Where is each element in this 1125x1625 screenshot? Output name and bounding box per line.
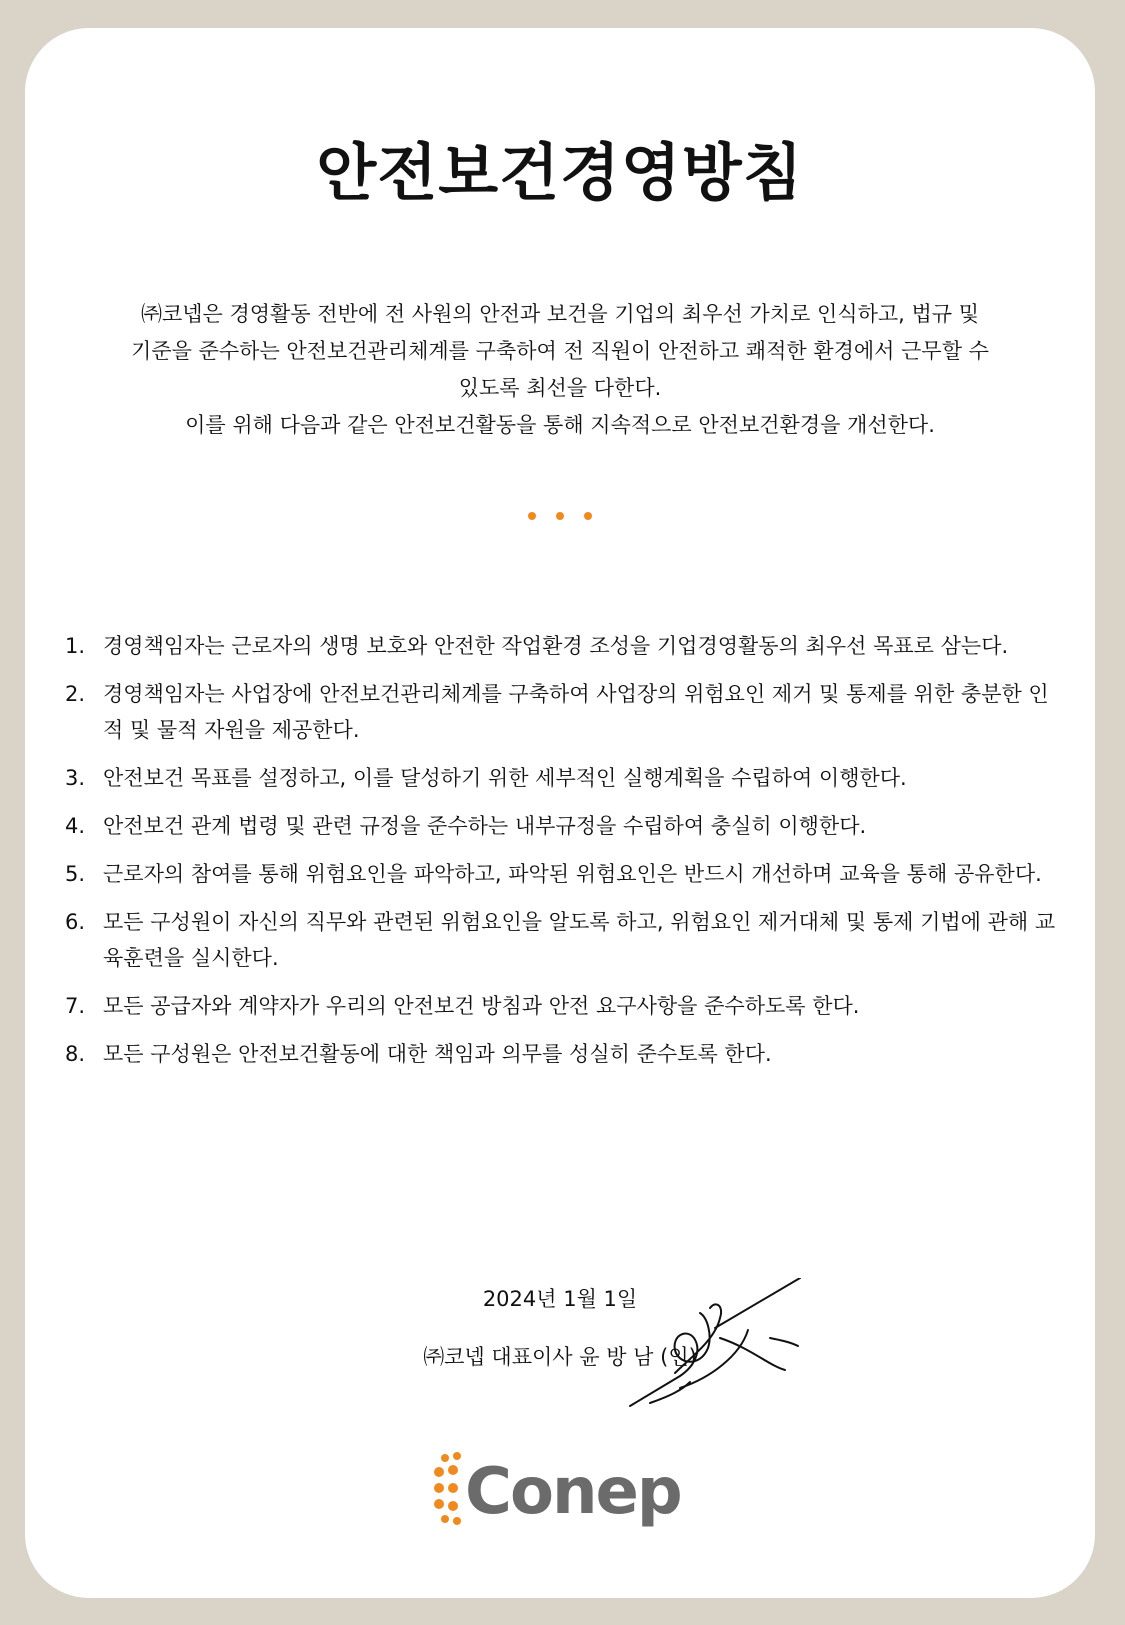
list-item <box>65 760 1065 796</box>
list-item <box>65 676 1065 748</box>
intro-line: 있도록 최선을 다한다. <box>458 376 662 400</box>
list-item <box>65 904 1065 976</box>
dot-icon <box>584 512 592 520</box>
issue-date: 2024년 1월 1일 <box>482 1287 638 1311</box>
signature-mark <box>620 1278 840 1408</box>
item-number: 6. <box>65 910 86 934</box>
policy-card <box>25 28 1095 1598</box>
item-text: 안전보건 관계 법령 및 관련 규정을 준수하는 내부규정을 수립하여 충실히 이행한다. <box>103 814 867 838</box>
policy-list <box>65 628 1065 1084</box>
dot-icon <box>556 512 564 520</box>
list-item <box>65 808 1065 844</box>
intro-line: ㈜코넵은 경영활동 전반에 전 사원의 안전과 보건을 기업의 최우선 가치로 인식하고, 법규 및 <box>140 302 980 326</box>
item-number: 8. <box>65 1042 86 1066</box>
list-item <box>65 628 1065 664</box>
intro-line: 이를 위해 다음과 같은 안전보건활동을 통해 지속적으로 안전보건환경을 개선한다. <box>185 413 935 437</box>
item-number: 2. <box>65 682 86 706</box>
page-title: 안전보건경영방침 <box>316 136 804 209</box>
conep-logo <box>433 1448 693 1528</box>
item-text: 안전보건 목표를 설정하고, 이를 달성하기 위한 세부적인 실행계획을 수립하여 이행한다. <box>103 766 907 790</box>
separator-dots <box>25 512 1095 520</box>
item-text: 모든 구성원은 안전보건활동에 대한 책임과 의무를 성실히 준수토록 한다. <box>103 1042 772 1066</box>
intro-line: 기준을 준수하는 안전보건관리체계를 구축하여 전 직원이 안전하고 쾌적한 환경에서 근무할 수 <box>131 339 989 363</box>
item-number: 5. <box>65 862 86 886</box>
item-number: 1. <box>65 634 86 658</box>
list-item <box>65 1036 1065 1072</box>
item-text: 경영책임자는 사업장에 안전보건관리체계를 구축하여 사업장의 위험요인 제거 및 통제를 위한 충분한 인적 및 물적 자원을 제공한다. <box>103 682 1049 742</box>
dot-icon <box>528 512 536 520</box>
logo-dots-icon <box>434 1452 461 1525</box>
logo-text: Conep <box>465 1455 681 1528</box>
item-number: 4. <box>65 814 86 838</box>
signer-line: ㈜코넵 대표이사 윤 방 남 (인) <box>423 1345 697 1369</box>
list-item <box>65 856 1065 892</box>
item-number: 3. <box>65 766 86 790</box>
item-text: 모든 공급자와 계약자가 우리의 안전보건 방침과 안전 요구사항을 준수하도록 한다. <box>103 994 860 1018</box>
item-text: 모든 구성원이 자신의 직무와 관련된 위험요인을 알도록 하고, 위험요인 제거대체 및 통제 기법에 관해 교육훈련을 실시한다. <box>103 910 1056 970</box>
item-text: 경영책임자는 근로자의 생명 보호와 안전한 작업환경 조성을 기업경영활동의 최우선 목표로 삼는다. <box>103 634 1009 658</box>
item-text: 근로자의 참여를 통해 위험요인을 파악하고, 파악된 위험요인은 반드시 개선하며 교육을 통해 공유한다. <box>103 862 1042 886</box>
list-item <box>65 988 1065 1024</box>
intro-paragraph <box>70 296 1050 444</box>
item-number: 7. <box>65 994 86 1018</box>
